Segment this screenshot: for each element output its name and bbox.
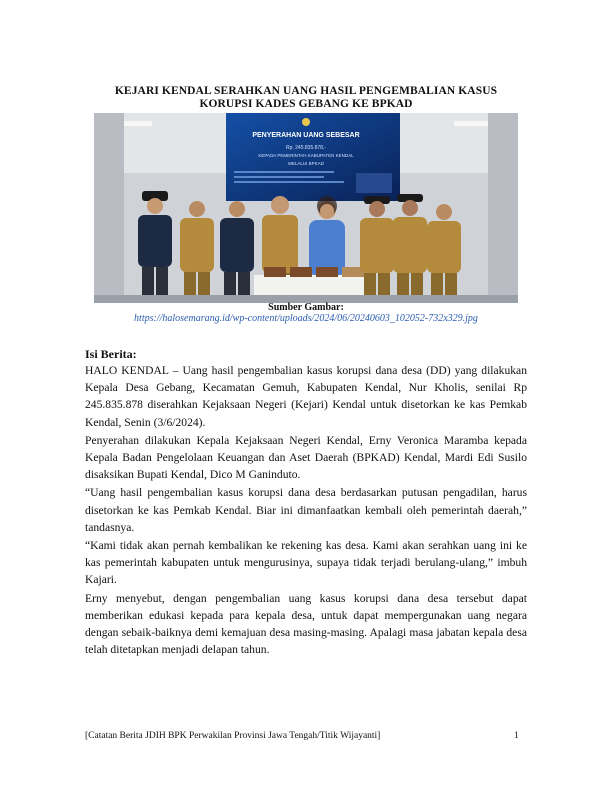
article-body (85, 362, 527, 659)
section-label: Isi Berita: (85, 347, 137, 361)
footer-note: [Catatan Berita JDIH BPK Perwakilan Provinsi Jawa Tengah/Titik Wijayanti] (85, 731, 381, 741)
paragraph: Erny menyebut, dengan pengembalian uang kasus korupsi dana desa tersebut dapat memberikan edukasi kepada para kepala desa, untuk dapat mempergunakan uang negara dengan sebaik-baiknya demi kemajuan desa masing-masing. Apalagi masa jabatan kepala desa telah ditetapkan menjadi delapan tahun. (85, 591, 527, 657)
article-title (80, 85, 532, 111)
paragraph: “Kami tidak akan pernah kembalikan ke rekening kas desa. Kami akan serahkan uang ini ke kas pemerintah kabupaten untuk mengurusinya, supaya tidak terjadi berulang-ulang,” imbuh Kajari. (85, 539, 527, 587)
page-number: 1 (514, 731, 519, 741)
banner-line-2: KEPADA PEMERINTAH KABUPATEN KENDAL (258, 153, 354, 158)
banner-heading: PENYERAHAN UANG SEBESAR (252, 132, 360, 139)
image-caption (80, 302, 532, 324)
title-line-1: KEJARI KENDAL SERAHKAN UANG HASIL PENGEMBALIAN KASUS (114, 85, 498, 97)
paragraph: Penyerahan dilakukan Kepala Kejaksaan Negeri Kendal, Erny Veronica Maramba kepada Kepala Badan Pengelolaan Keuangan dan Aset Daerah (BPKAD) Kendal, Mardi Edi Susilo disaksikan Bupati Kendal, Dico M Ganinduto. (85, 433, 527, 482)
paragraph: “Uang hasil pengembalian kasus korupsi dana desa berdasarkan putusan pengadilan, harus disetorkan ke kas Pemkab Kendal. Biar ini dimanfaatkan kembali oleh pemerintah daerah,” tandasnya. (85, 486, 527, 534)
banner-line-3: MELALUI BPKAD (288, 161, 324, 166)
caption-source-link[interactable]: https://halosemarang.id/wp-content/uploads/2024/06/20240603_102052-732x329.jpg (134, 313, 478, 324)
banner-line-1: Rp. 245.835.878,- (285, 145, 327, 151)
title-line-2: KORUPSI KADES GEBANG KE BPKAD (199, 98, 413, 110)
news-photo (94, 113, 518, 303)
caption-label: Sumber Gambar: (268, 302, 344, 313)
paragraph: HALO KENDAL – Uang hasil pengembalian kasus korupsi dana desa (DD) yang dilakukan Kepala Desa Gebang, Kecamatan Gemuh, Kabupaten Kendal, Nur Kholis, senilai Rp 245.835.878 diserahkan Kejaksaan Negeri (Kejari) Kendal untuk disetorkan ke kas Pemkab Kendal, Senin (3/6/2024). (85, 364, 527, 429)
